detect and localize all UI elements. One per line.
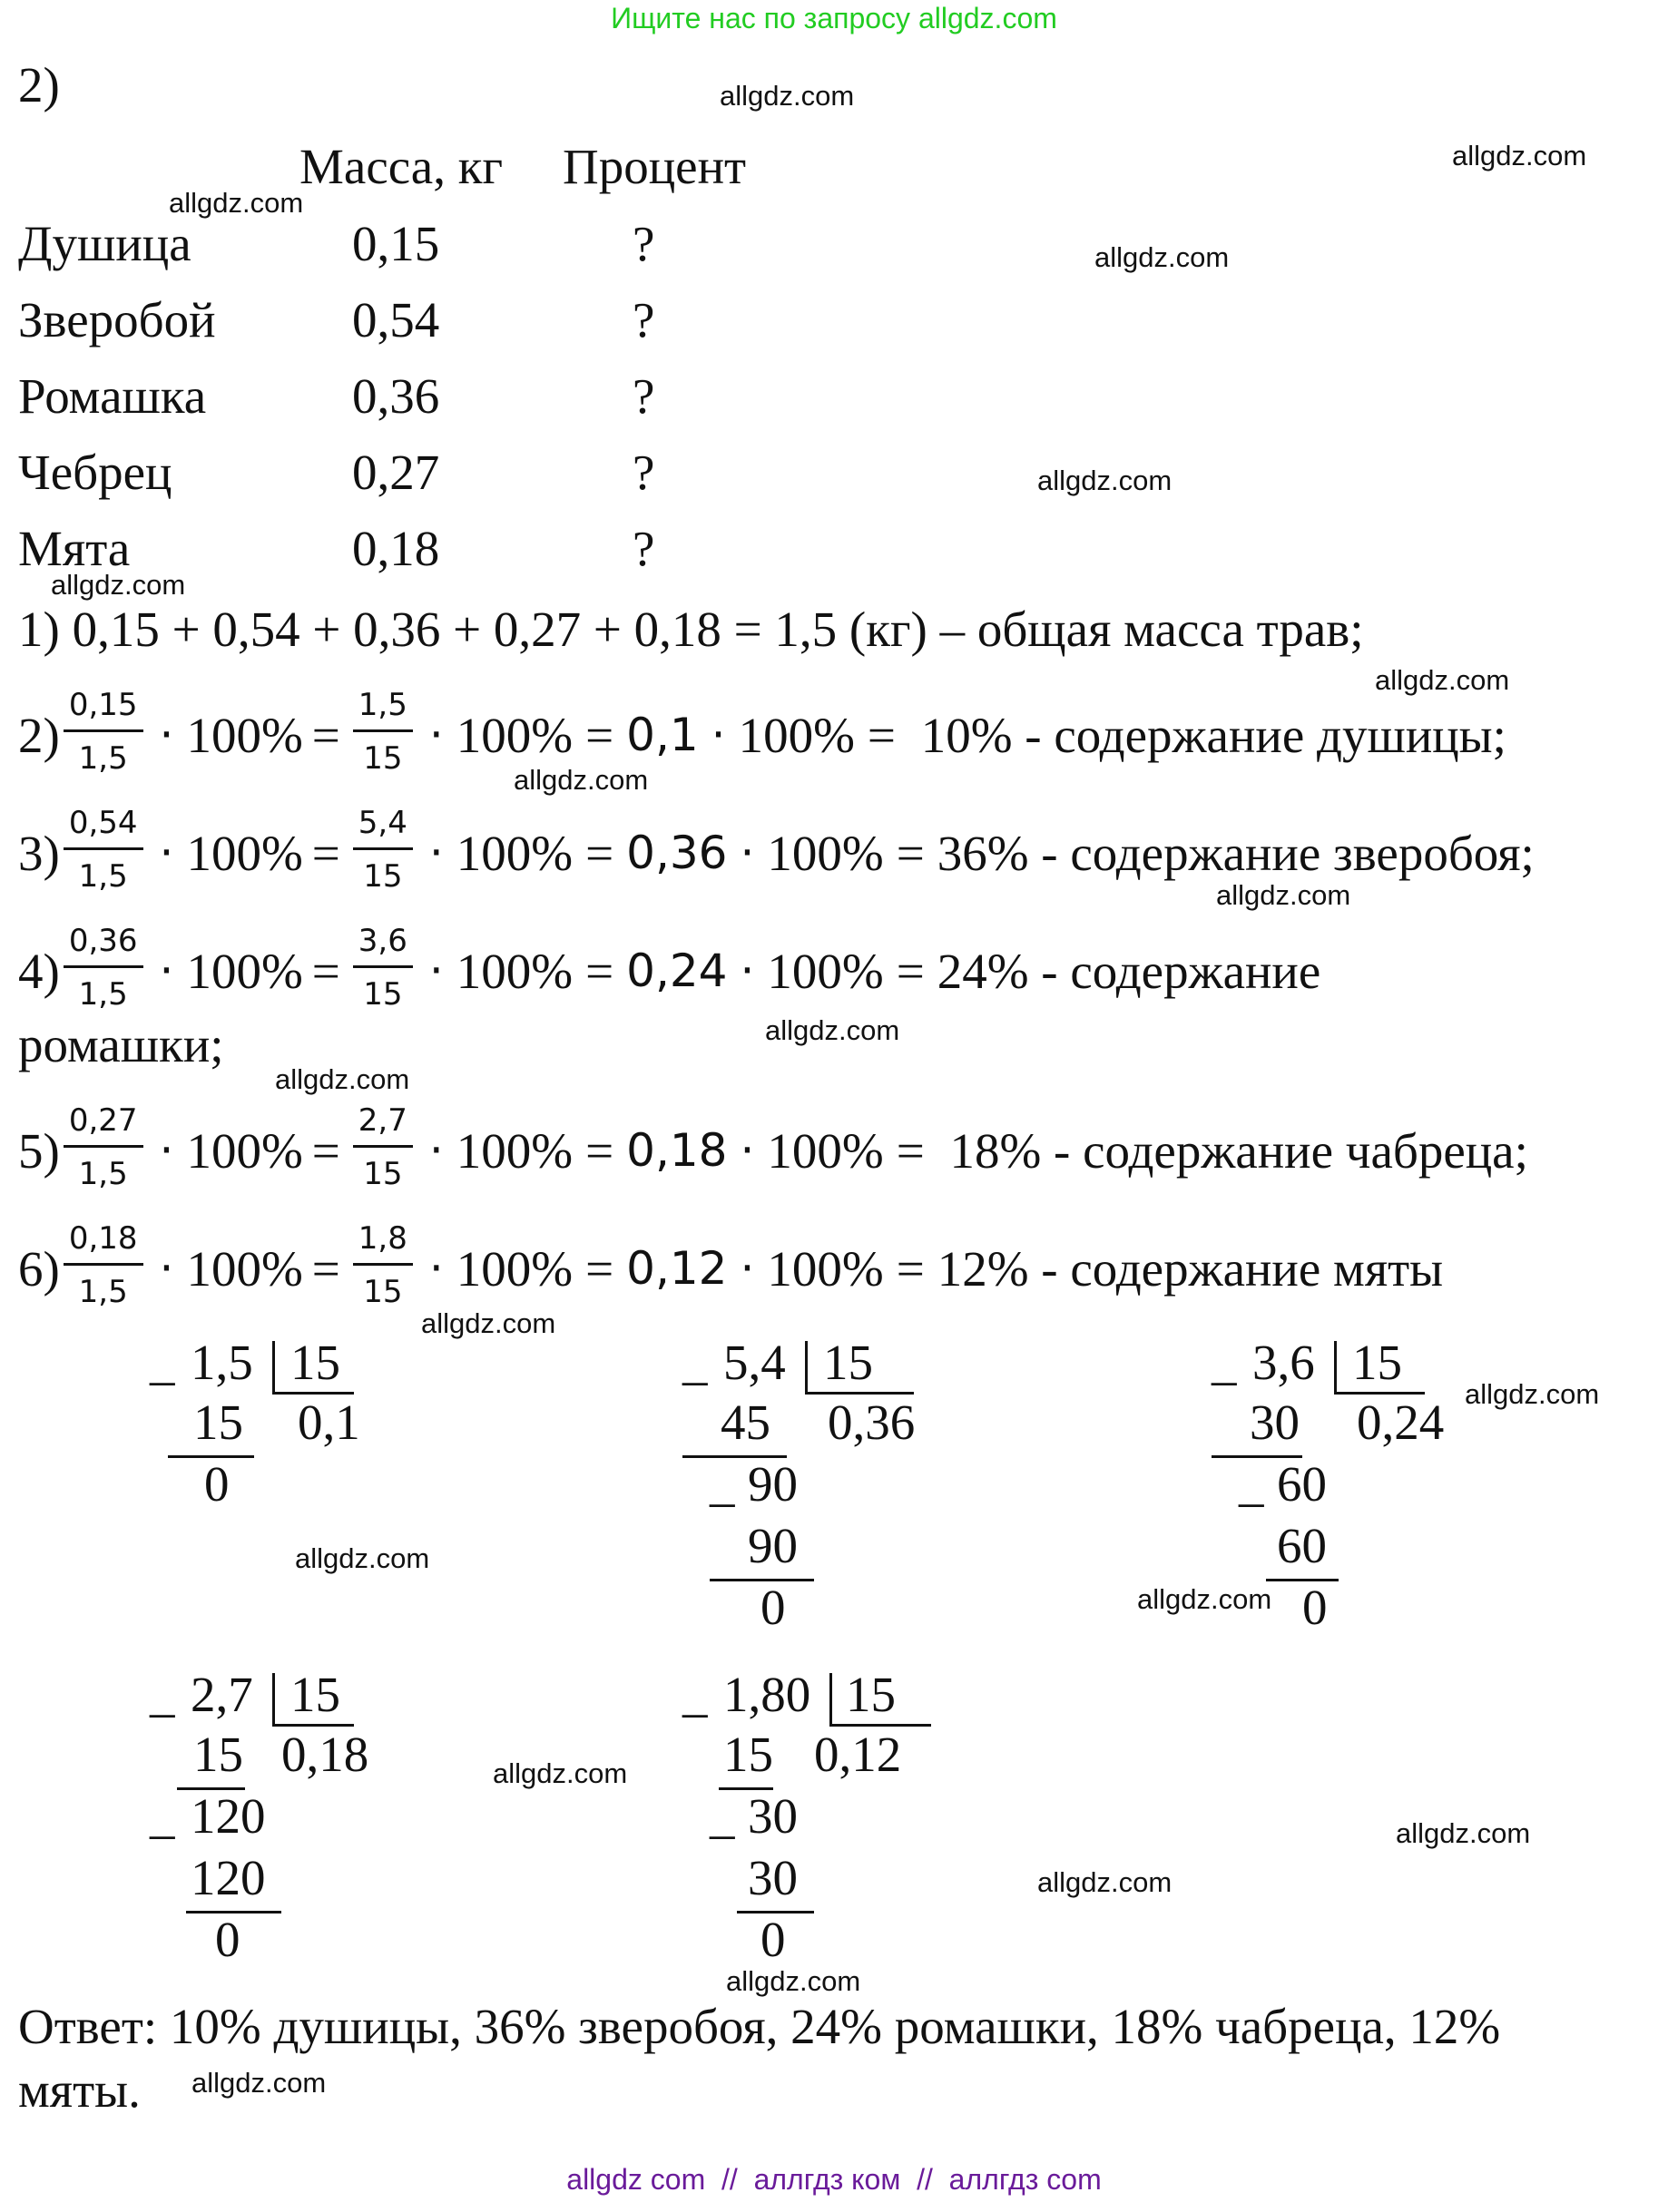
step-number: 4) [18, 943, 60, 999]
dot-symbol: · [740, 827, 755, 879]
herb-mass: 0,15 [352, 216, 440, 271]
long-division-1 [150, 1334, 404, 1542]
hundred-percent: 100% [738, 707, 855, 763]
denominator: 1,5 [78, 975, 128, 1013]
division-step: 30 [748, 1788, 798, 1844]
numerator: 3,6 [353, 925, 413, 968]
dot-symbol: · [740, 1242, 755, 1295]
quotient: 0,1 [298, 1395, 360, 1450]
step-2 [18, 686, 1506, 780]
numerator: 0,54 [64, 807, 143, 850]
hundred-percent: 100% [456, 1240, 574, 1297]
result-text: 36% - содержание зверобоя; [937, 825, 1535, 881]
quotient: 0,12 [814, 1727, 902, 1782]
watermark: allgdz.com [1396, 1817, 1531, 1849]
watermark: allgdz.com [191, 2067, 327, 2099]
divisor: 15 [290, 1335, 340, 1390]
minus-sign: _ [710, 1456, 735, 1512]
equals-sign: = [311, 1240, 340, 1297]
division-step: 30 [1250, 1395, 1300, 1450]
herb-percent: ? [633, 292, 655, 347]
division-step: 15 [193, 1395, 243, 1450]
hundred-percent: 100% [186, 1122, 303, 1179]
quotient: 0,24 [1357, 1395, 1445, 1450]
herb-percent: ? [633, 216, 655, 271]
step-1: 1) 0,15 + 0,54 + 0,36 + 0,27 + 0,18 = 1,5 (кг) – общая масса трав; [18, 602, 1364, 657]
minus-sign: _ [710, 1788, 735, 1844]
hundred-percent: 100% [186, 825, 303, 881]
hundred-percent: 100% [186, 707, 303, 763]
fraction [64, 1219, 143, 1310]
step-number: 2) [18, 707, 60, 763]
dot-symbol: · [711, 709, 726, 761]
denominator: 1,5 [78, 857, 128, 895]
hundred-percent: 100% [767, 1240, 884, 1297]
decimal-value: 0,1 [626, 709, 699, 761]
division-step: 120 [191, 1788, 266, 1844]
watermark: allgdz.com [295, 1542, 430, 1574]
minus-sign: _ [682, 1667, 708, 1722]
fraction [353, 1219, 413, 1310]
hundred-percent: 100% [456, 707, 574, 763]
minus-sign: _ [682, 1335, 708, 1390]
equals-sign: = [311, 943, 340, 999]
watermark: allgdz.com [51, 569, 186, 601]
table-header-percent: Процент [563, 139, 747, 194]
step-6 [18, 1219, 1444, 1314]
long-division-5 [682, 1666, 973, 1974]
quotient: 0,18 [281, 1727, 369, 1782]
watermark: allgdz.com [726, 1965, 861, 1997]
result-text: 24% - содержание [937, 943, 1321, 999]
division-step: 0 [204, 1456, 230, 1512]
herb-percent: ? [633, 521, 655, 576]
division-step: 0 [760, 1580, 786, 1635]
long-division-2 [682, 1334, 973, 1642]
denominator: 15 [363, 739, 403, 777]
dot-symbol: · [428, 1242, 444, 1295]
step-4-continuation: ромашки; [18, 1017, 224, 1072]
divisor: 15 [1352, 1335, 1402, 1390]
fraction [64, 686, 143, 777]
equals-sign: = [896, 1122, 925, 1179]
hundred-percent: 100% [767, 825, 884, 881]
watermark: allgdz.com [1037, 1866, 1173, 1898]
dot-symbol: · [428, 945, 444, 997]
dot-symbol: · [159, 827, 174, 879]
fraction [353, 804, 413, 895]
hundred-percent: 100% [186, 1240, 303, 1297]
dot-symbol: · [740, 1124, 755, 1177]
denominator: 15 [363, 1155, 403, 1192]
dot-symbol: · [740, 945, 755, 997]
watermark: allgdz.com [421, 1307, 556, 1339]
top-banner: Ищите нас по запросу allgdz.com [611, 2, 1057, 34]
denominator: 1,5 [78, 739, 128, 777]
decimal-value: 0,36 [626, 827, 728, 879]
decimal-value: 0,12 [626, 1242, 728, 1295]
herb-name: Чебрец [18, 445, 172, 500]
dividend: 1,80 [723, 1667, 811, 1722]
quotient: 0,36 [828, 1395, 916, 1450]
dot-symbol: · [428, 827, 444, 879]
fraction [353, 922, 413, 1013]
herb-name: Зверобой [18, 292, 216, 347]
herb-mass: 0,36 [352, 368, 440, 424]
step-number: 6) [18, 1240, 60, 1297]
numerator: 0,36 [64, 925, 143, 968]
equals-sign: = [311, 825, 340, 881]
answer-line-2: мяты. [18, 2062, 141, 2118]
equals-sign: = [585, 707, 614, 763]
equals-sign: = [585, 1240, 614, 1297]
division-step: 0 [1302, 1580, 1328, 1635]
hundred-percent: 100% [767, 943, 884, 999]
equals-sign: = [896, 825, 925, 881]
watermark: allgdz.com [275, 1063, 410, 1095]
hundred-percent: 100% [767, 1122, 884, 1179]
denominator: 1,5 [78, 1155, 128, 1192]
herb-percent: ? [633, 445, 655, 500]
fraction [353, 686, 413, 777]
numerator: 0,18 [64, 1223, 143, 1266]
numerator: 0,27 [64, 1105, 143, 1148]
numerator: 1,5 [353, 690, 413, 732]
watermark: allgdz.com [1452, 140, 1587, 171]
dot-symbol: · [428, 1124, 444, 1177]
herb-name: Ромашка [18, 368, 207, 424]
herb-name: Душица [18, 216, 191, 271]
division-step: 0 [215, 1912, 240, 1967]
fraction [64, 804, 143, 895]
dot-symbol: · [159, 1242, 174, 1295]
dot-symbol: · [159, 945, 174, 997]
equals-sign: = [867, 707, 896, 763]
equals-sign: = [311, 707, 340, 763]
footer-links: allgdz com // аллгдз ком // аллгдз com [566, 2163, 1102, 2196]
watermark: allgdz.com [1137, 1583, 1272, 1615]
herb-percent: ? [633, 368, 655, 424]
equals-sign: = [311, 1122, 340, 1179]
watermark: allgdz.com [1465, 1378, 1600, 1410]
minus-sign: _ [1212, 1335, 1237, 1390]
division-step: 90 [748, 1456, 798, 1512]
watermark: allgdz.com [493, 1757, 628, 1789]
minus-sign: _ [150, 1335, 175, 1390]
result-text: 12% - содержание мяты [937, 1240, 1444, 1297]
result-text: 18% - содержание чабреца; [937, 1122, 1528, 1179]
division-step: 45 [721, 1395, 770, 1450]
denominator: 1,5 [78, 1273, 128, 1310]
numerator: 2,7 [353, 1105, 413, 1148]
task-number: 2) [18, 57, 60, 113]
decimal-value: 0,24 [626, 945, 728, 997]
result-text: 10% - содержание душицы; [908, 707, 1506, 763]
answer-line-1: Ответ: 10% душицы, 36% зверобоя, 24% ромашки, 18% чабреца, 12% [18, 1999, 1501, 2054]
division-step: 15 [723, 1727, 773, 1782]
divisor: 15 [846, 1667, 896, 1722]
division-step: 15 [193, 1727, 243, 1782]
fraction [64, 922, 143, 1013]
step-5 [18, 1101, 1528, 1196]
long-division-4 [150, 1666, 440, 1974]
equals-sign: = [896, 1240, 925, 1297]
division-step: 30 [748, 1850, 798, 1905]
dot-symbol: · [159, 709, 174, 761]
minus-sign: _ [150, 1667, 175, 1722]
table-header-mass: Масса, кг [299, 139, 504, 194]
watermark: allgdz.com [514, 764, 649, 796]
watermark: allgdz.com [720, 80, 855, 112]
fraction [353, 1101, 413, 1192]
dividend: 2,7 [191, 1667, 253, 1722]
hundred-percent: 100% [456, 943, 574, 999]
numerator: 1,8 [353, 1223, 413, 1266]
watermark: allgdz.com [765, 1014, 900, 1046]
equals-sign: = [585, 1122, 614, 1179]
herb-name: Мята [18, 521, 131, 576]
step-4 [18, 922, 1321, 1016]
division-step: 60 [1277, 1456, 1327, 1512]
herb-mass: 0,54 [352, 292, 440, 347]
numerator: 5,4 [353, 807, 413, 850]
hundred-percent: 100% [456, 825, 574, 881]
division-step: 60 [1277, 1518, 1327, 1573]
dividend: 5,4 [723, 1335, 786, 1390]
fraction [64, 1101, 143, 1192]
dot-symbol: · [428, 709, 444, 761]
decimal-value: 0,18 [626, 1124, 728, 1177]
minus-sign: _ [150, 1788, 175, 1844]
watermark: allgdz.com [1037, 465, 1173, 496]
numerator: 0,15 [64, 690, 143, 732]
dividend: 3,6 [1252, 1335, 1315, 1390]
denominator: 15 [363, 975, 403, 1013]
watermark: allgdz.com [169, 187, 304, 219]
dot-symbol: · [159, 1124, 174, 1177]
step-number: 5) [18, 1122, 60, 1179]
watermark: allgdz.com [1094, 241, 1230, 273]
dividend: 1,5 [191, 1335, 253, 1390]
division-step: 90 [748, 1518, 798, 1573]
watermark: allgdz.com [1216, 879, 1351, 911]
equals-sign: = [896, 943, 925, 999]
denominator: 15 [363, 857, 403, 895]
herb-mass: 0,18 [352, 521, 440, 576]
division-step: 0 [760, 1912, 786, 1967]
equals-sign: = [585, 943, 614, 999]
divisor: 15 [290, 1667, 340, 1722]
hundred-percent: 100% [186, 943, 303, 999]
watermark: allgdz.com [1375, 664, 1510, 696]
step-number: 3) [18, 825, 60, 881]
hundred-percent: 100% [456, 1122, 574, 1179]
division-step: 120 [191, 1850, 266, 1905]
denominator: 15 [363, 1273, 403, 1310]
minus-sign: _ [1239, 1456, 1264, 1512]
equals-sign: = [585, 825, 614, 881]
divisor: 15 [823, 1335, 873, 1390]
herb-mass: 0,27 [352, 445, 440, 500]
